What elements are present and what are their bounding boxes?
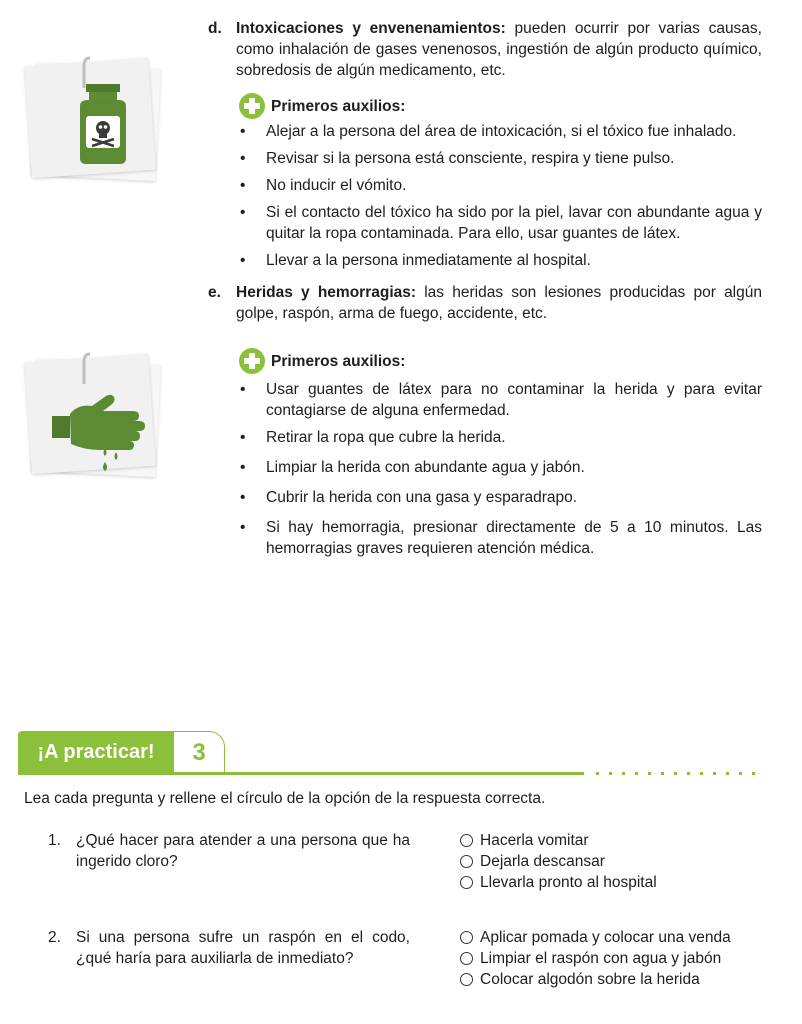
practice-instruction: Lea cada pregunta y rellene el círculo de la opción de la respuesta correcta.	[24, 790, 546, 807]
radio-circle-icon[interactable]	[460, 952, 473, 965]
question-text: Si una persona sufre un raspón en el codo, ¿qué haría para auxiliarla de inmediato?	[76, 929, 410, 967]
practice-divider	[18, 772, 584, 775]
section-d-text: pueden ocurrir por varias causas, como inhalación de gases venenosos, ingestión de algún producto químico, sobredosis de algún medicamento, etc.	[236, 20, 762, 79]
list-item: • Limpiar la herida con abundante agua y jabón.	[238, 457, 762, 478]
section-d-first-aid-list	[238, 121, 762, 277]
section-e-text: las heridas son lesiones producidas por algún golpe, raspón, arma de fuego, accidente, etc.	[236, 284, 762, 322]
practice-title: ¡A practicar!	[18, 731, 174, 773]
section-d-title: Intoxicaciones y envenenamientos:	[236, 20, 506, 37]
section-e-first-aid-list	[238, 379, 762, 565]
practice-dotted-divider	[596, 772, 764, 775]
option-label: Llevarla pronto al hospital	[480, 874, 657, 891]
first-aid-cross-icon	[239, 93, 265, 119]
section-d-first-aid-label: Primeros auxilios:	[271, 97, 406, 115]
option-label: Limpiar el raspón con agua y jabón	[480, 950, 722, 967]
radio-circle-icon[interactable]	[460, 834, 473, 847]
section-e-first-aid-heading	[239, 348, 405, 374]
section-d-letter: d.	[208, 20, 222, 37]
radio-circle-icon[interactable]	[460, 876, 473, 889]
poison-bottle-icon	[28, 56, 168, 186]
question-number: 1.	[48, 832, 61, 849]
list-item: • Si hay hemorragia, presionar directamente de 5 a 10 minutos. Las hemorragias graves requieren atención médica.	[238, 517, 762, 559]
question-2-options	[460, 927, 731, 990]
option-label: Dejarla descansar	[480, 853, 605, 870]
first-aid-cross-icon	[239, 348, 265, 374]
section-e-first-aid-label: Primeros auxilios:	[271, 352, 406, 370]
option-2b[interactable]	[460, 948, 731, 969]
section-e-title: Heridas y hemorragias:	[236, 284, 417, 301]
section-e-intro	[236, 282, 762, 324]
option-2a[interactable]	[460, 927, 731, 948]
section-d-first-aid-heading	[239, 93, 405, 119]
list-item: • Cubrir la herida con una gasa y esparadrapo.	[238, 487, 762, 508]
section-d-intro	[236, 18, 762, 81]
radio-circle-icon[interactable]	[460, 855, 473, 868]
option-label: Aplicar pomada y colocar una venda	[480, 929, 731, 946]
option-1a[interactable]	[460, 830, 657, 851]
list-item: • Usar guantes de látex para no contaminar la herida y para evitar contagiarse de alguna enfermedad.	[238, 379, 762, 421]
option-label: Colocar algodón sobre la herida	[480, 971, 700, 988]
question-text: ¿Qué hacer para atender a una persona que ha ingerido cloro?	[76, 832, 410, 870]
question-number: 2.	[48, 929, 61, 946]
practice-number: 3	[174, 731, 225, 772]
list-item: • Alejar a la persona del área de intoxicación, si el tóxico fue inhalado.	[238, 121, 762, 142]
option-1c[interactable]	[460, 872, 657, 893]
section-e-letter: e.	[208, 284, 221, 301]
list-item: • No inducir el vómito.	[238, 175, 762, 196]
list-item: • Llevar a la persona inmediatamente al hospital.	[238, 250, 762, 271]
radio-circle-icon[interactable]	[460, 973, 473, 986]
question-1-options	[460, 830, 657, 893]
question-2	[48, 927, 418, 971]
poison-note-illustration	[28, 56, 168, 186]
list-item: • Retirar la ropa que cubre la herida.	[238, 427, 762, 448]
list-item: • Si el contacto del tóxico ha sido por la piel, lavar con abundante agua y quitar la ropa contaminada. Para ello, usar guantes de látex.	[238, 202, 762, 244]
option-1b[interactable]	[460, 851, 657, 872]
wound-note-illustration	[28, 352, 168, 482]
option-2c[interactable]	[460, 969, 731, 990]
bleeding-hand-icon	[28, 352, 168, 482]
question-1	[48, 830, 418, 874]
option-label: Hacerla vomitar	[480, 832, 589, 849]
radio-circle-icon[interactable]	[460, 931, 473, 944]
list-item: • Revisar si la persona está consciente, respira y tiene pulso.	[238, 148, 762, 169]
